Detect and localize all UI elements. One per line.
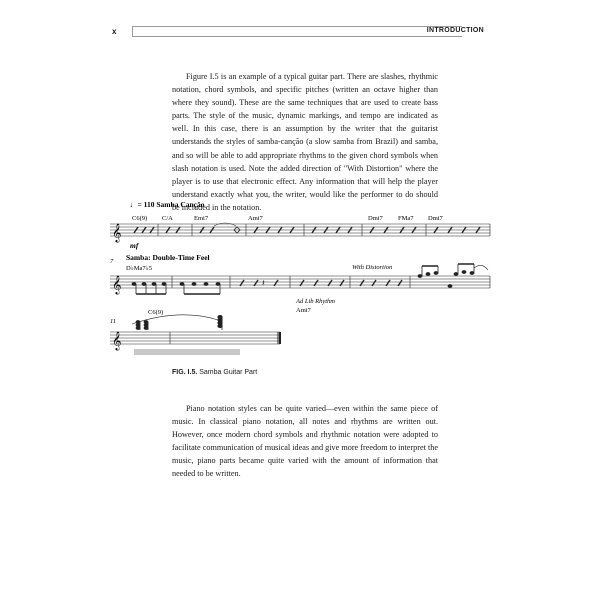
measure-number: 11 [110,318,117,325]
treble-clef-icon: 𝄞 [112,277,122,294]
chord-symbol: Emi7 [194,215,209,222]
header-rule-box [132,26,462,37]
paragraph-guitar-part: Figure I.5 is an example of a typical guitar part. There are slashes, rhythmic notation, chord symbols, and specific pitches (written an octave higher than where they sound). These are the same techniques that are used to create bass parts. The style of the music, dynamic markings, and tempo are indicated as well. In this case, there is an assumption by the writer that the guitarist understands the styles of samba-canção (a slow samba from Brazil) and samba, and so will be able to add appropriate rhythms to the given chord symbols when slash notation is used. Note the added direction of "With Distortion" where the player is to use that electronic effect. Any information that will help the player understand exactly what you, the writer, would like the performer to do should be included in the notation. [172,72,438,212]
caption-text: Samba Guitar Part [199,369,258,376]
tempo-marking: ♩= 110 Samba Canção [130,200,205,209]
chord-symbol: Dmi7 [428,215,443,222]
staff-system-2 [110,276,490,288]
chord-symbol: FMa7 [398,215,414,222]
music-figure [110,196,500,366]
paragraph-piano-notation: Piano notation styles can be quite varied—even within the same piece of music. In classical piano notation, all notes and rhythms are written out. However, once modern chord symbols and rhythmic notation were adopted to facilitate communication of musical ideas and give more freedom to interpret the music, piano parts became quite varied with the amount of information that needed to be written. [172,404,438,479]
chord-symbol: Ami7 [296,307,311,314]
style-change-marking: Samba: Double-Time Feel [126,253,210,262]
running-header [112,26,488,39]
page-number: x [112,27,117,36]
staff-system-1 [110,224,490,236]
measure-number: 7 [110,258,114,265]
section-title: INTRODUCTION [426,27,484,34]
staff-system-3 [110,332,280,344]
caption-label: FIG. I.5. [172,369,198,376]
dynamic-marking: mf [130,241,139,250]
treble-clef-icon: 𝄞 [112,225,122,242]
chord-symbol: C6(9) [132,215,148,222]
chord-symbol: C/A [162,215,173,222]
treble-clef-icon: 𝄞 [112,333,122,350]
chord-symbol: Ami7 [248,215,263,222]
ad-lib-direction: Ad Lib Rhythm [296,298,335,305]
slide-curve [474,265,488,270]
svg-text:𝄽: 𝄽 [262,278,265,288]
tie-curve [214,223,236,226]
tremolo-lines [134,350,240,354]
chord-symbol: D♭Ma7♭5 [126,265,152,272]
chord-symbol: Dmi7 [368,215,383,222]
chord-symbol: C6(9) [148,309,164,316]
figure-caption [172,369,257,376]
effect-direction: With Distortion [352,264,393,271]
